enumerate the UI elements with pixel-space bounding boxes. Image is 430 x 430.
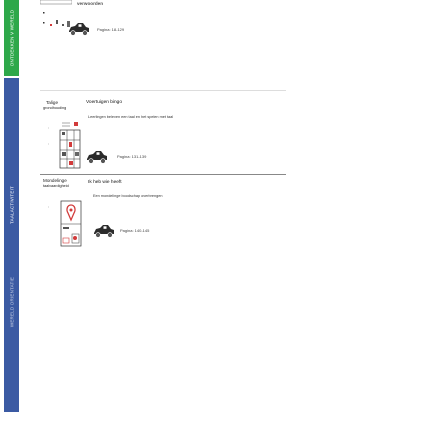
row1-description: Leerlingen beleven een taal en het spelen met taal	[88, 115, 174, 119]
row1-car-icon	[86, 150, 108, 169]
row2-page-ref: Pagina: 140-145	[120, 228, 150, 233]
tab-ontdekken-label	[9, 10, 14, 66]
tab-taalactiviteit[interactable]	[4, 78, 19, 412]
row1-heading: Voertuigen bingo	[86, 100, 123, 105]
top-page-ref: Pagina: 18-129	[97, 27, 125, 32]
row2-left-label	[43, 178, 69, 189]
row2-left-label-line2: taalvaardigheid	[43, 183, 69, 188]
row1-dot-marker: :	[48, 125, 50, 130]
row1-dot-marker-2: :	[48, 141, 50, 146]
row2-top-divider	[40, 174, 286, 175]
row1-thumbnail	[57, 120, 81, 175]
row2-heading: Ik heb wie heeft	[88, 180, 122, 185]
row1-left-label	[43, 100, 66, 111]
tab-ontdekken[interactable]	[4, 0, 19, 76]
top-label: verwoorden	[77, 1, 104, 6]
row2-thumbnail	[60, 200, 82, 253]
row2-dot-marker: :	[48, 204, 50, 209]
row1-left-label-line1: Talige	[46, 100, 59, 105]
tab-activity-sub: WERELD ORIENTATIE	[9, 276, 14, 327]
tab-ontdekken-line1: ONTDEKKEN V	[9, 31, 14, 67]
car-icon	[68, 22, 90, 41]
row2-car-icon	[93, 224, 115, 243]
row1-left-label-line2: grondhouding	[43, 105, 67, 110]
row2-left-label-line1: Mondelinge	[43, 178, 67, 183]
tab-ontdekken-line2: WERELD	[9, 9, 14, 31]
row1-top-divider	[40, 90, 286, 91]
row1-page-ref: Pagina: 131-139	[117, 154, 147, 159]
tab-activity-label: TAALACTIVITEIT	[9, 185, 14, 224]
row2-description: Een mondelinge boodschap overbrengen	[93, 194, 163, 198]
